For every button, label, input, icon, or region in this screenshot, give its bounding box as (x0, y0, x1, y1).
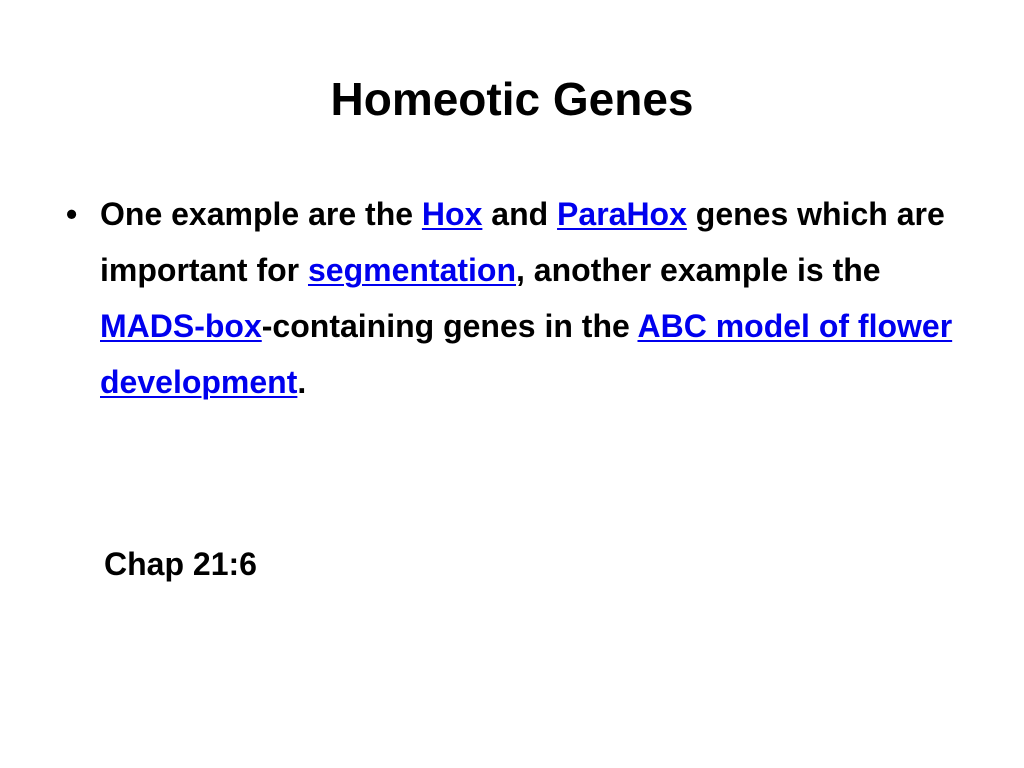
bullet-text-2: and (482, 196, 558, 232)
hox-link[interactable]: Hox (421, 196, 483, 232)
segmentation-link[interactable]: segmentation (307, 252, 517, 288)
abc-model-link[interactable]: ABC model of flower development (100, 308, 953, 400)
bullet-dot-icon: • (66, 196, 78, 232)
bullet-text-1: One example are the (100, 196, 422, 232)
mads-box-link[interactable]: MADS-box (100, 308, 262, 344)
bullet-text-5: -containing genes in the (261, 308, 638, 344)
bullet-text-3: genes which are important for (100, 196, 945, 288)
bullet-text-6: . (297, 364, 307, 400)
bullet-text-4: , another example is the (516, 252, 881, 288)
chapter-reference: Chap 21:6 (104, 546, 257, 582)
bullet-item (66, 186, 966, 410)
bullet-list (66, 186, 966, 410)
slide-title: Homeotic Genes (330, 73, 694, 125)
parahox-link[interactable]: ParaHox (557, 196, 687, 232)
